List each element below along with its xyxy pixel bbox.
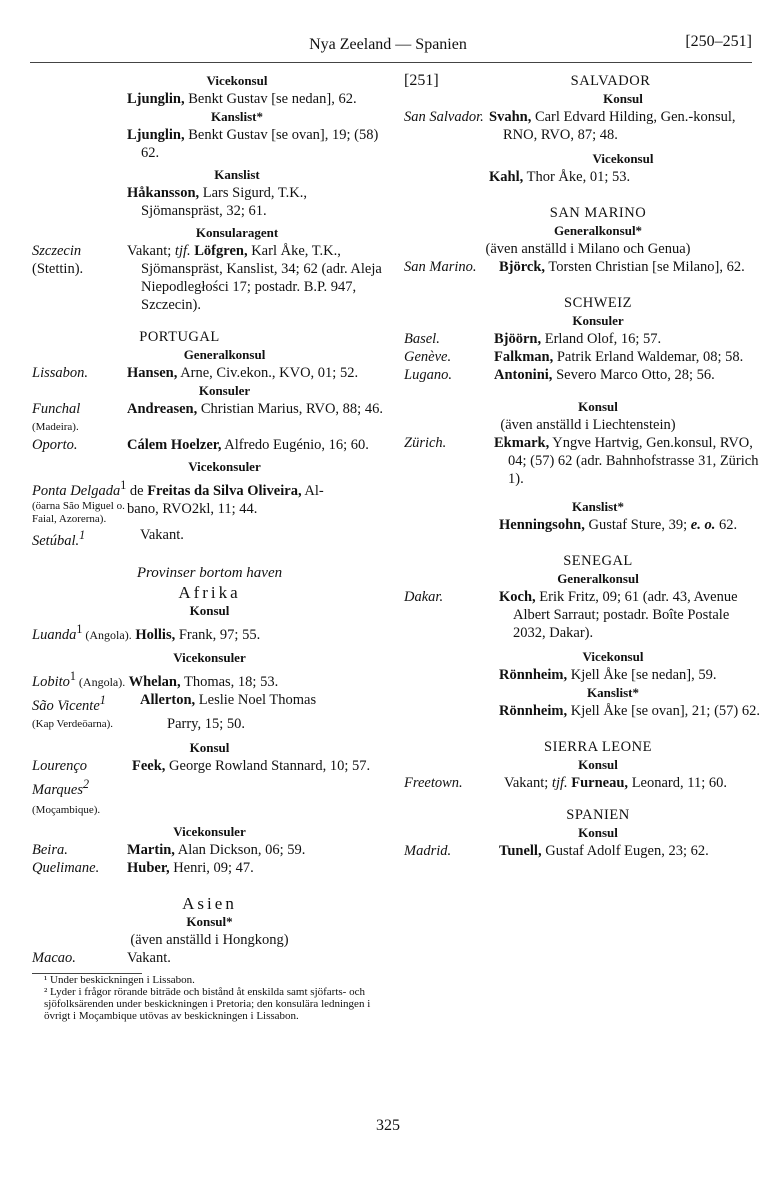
footnote-2: ² Lyder i frågor rörande biträde och bistånd åt enskilda samt sjöfarts- och sjöfolksärenden under beskickningen i Pretoria; den konsulära ledningen i övrigt i Moçambique utövas av beskickningen i Lissabon. [44,985,371,1022]
entry-sao-vicente: São Vicente$^1$ Allerton, Leslie Noel Thomas (Kap Verdeöarna). Parry, 15; 50. [32,692,317,733]
entry-madrid: Madrid. Tunell, Gustaf Adolf Eugen, 23; 62. [404,843,709,859]
entry-salvador-vicekonsul: Kahl, Thor Åke, 01; 53. [489,169,631,185]
title-generalkonsul-portugal: Generalkonsul [183,347,266,362]
entry-geneve: Genève. Falkman, Patrik Erland Waldemar, 08; 58. [404,349,744,365]
title-generalkonsul-senegal: Generalkonsul [557,571,639,586]
entry-ponta-delgada: Ponta Delgada$^1$ de Freitas da Silva Oliveira, Al- (öarna São Miguel o. Faial, Azorerna). bano, RVO2kl, 11; 44. [32,478,324,525]
title-vicekonsuler-afrika: Vicekonsuler [173,650,246,666]
entry-zurich: Zürich. Ekmark, Yngve Hartvig, Gen.konsul, RVO, 04; (57) 62 (adr. Bahnhofstrasse 31, Zürich 1). [404,435,759,487]
title-vicekonsul-salvador: Vicekonsul [592,151,654,166]
title-konsul-asien: Konsul* [186,913,233,929]
title-konsul-spanien: Konsul [578,825,618,840]
header-rule [30,62,752,63]
entry-oporto: Oporto. Cálem Hoelzer, Alfredo Eugénio, 16; 60. [32,437,369,453]
title-konsuler-portugal: Konsuler [198,383,251,398]
heading-provinser: Provinser bortom haven [136,564,283,581]
right-column [404,72,762,860]
heading-asien: Asien [182,893,237,913]
title-konsul-salvador: Konsul [603,91,643,106]
country-sierra-leone: SIERRA LEONE [544,739,652,755]
running-header-title: Nya Zeeland — Spanien [309,36,467,53]
entry-dakar: Dakar. Koch, Erik Fritz, 09; 61 (adr. 43, Avenue Albert Sarraut; postadr. Boîte Postale 2032, Dakar). [404,589,738,641]
entry-quelimane: Quelimane. Huber, Henri, 09; 47. [32,859,254,876]
title-konsul-mocambique: Konsul [189,740,230,756]
heading-afrika: Afrika [178,582,241,602]
entry-setubal: Setúbal.$^1$ Vakant. [32,526,184,549]
entry-lissabon: Lissabon. Hansen, Arne, Civ.ekon., KVO, 01; 52. [32,365,359,381]
entry-luanda: Luanda$^1$ (Angola). Hollis, Frank, 97; 55. [32,621,261,643]
title-vicekonsul-senegal: Vicekonsul [582,649,644,664]
entry-lourenco-marques: Lourenço Marques$^2$ (Moçambique). Feek, George Rowland Stannard, 10; 57. [32,758,371,816]
country-portugal: PORTUGAL [139,329,220,345]
entry-schweiz-kanslist: Henningsohn, Gustaf Sture, 39; e. o. 62. [499,517,738,533]
entry-senegal-vicekonsul: Rönnheim, Kjell Åke [se nedan], 59. [499,667,717,683]
entry-vicekonsul: Ljunglin, Benkt Gustav [se nedan], 62. [127,91,357,107]
entry-lugano: Lugano. Antonini, Severo Marco Otto, 28; 56. [404,367,715,383]
entry-senegal-kanslist: Rönnheim, Kjell Åke [se ovan], 21; (57) 62. [499,703,760,719]
entry-san-marino: San Marino. Björck, Torsten Christian [se Milano], 62. [404,259,745,275]
title-konsul-sierra-leone: Konsul [578,757,618,772]
continued-entries [32,72,387,242]
country-san-marino: SAN MARINO [549,205,647,221]
title-kanslist-schweiz: Kanslist* [571,499,624,514]
country-senegal: SENEGAL [563,553,633,569]
title-vicekonsuler-mocambique: Vicekonsuler [173,823,246,839]
note-liechtenstein: (även anställd i Liechtenstein) [500,417,676,433]
entry-san-salvador: San Salvador. Svahn, Carl Edvard Hilding, Gen.-konsul, RNO, RVO, 87; 48. [404,109,736,143]
entry-szczecin: Szczecin (Stettin). Vakant; tjf. Löfgren, Karl Åke, T.K., Sjömanspräst, Kanslist, 34; 62 (adr. Aleja Niepodległości 17; postadr. B.P. 947, Szczecin). [32,243,382,313]
title-konsularagent: Konsularagent [195,225,279,240]
title-vicekonsuler-portugal: Vicekonsuler [188,459,261,474]
running-header-page-range: [250–251] [685,33,752,50]
entry-lobito: Lobito$^1$ (Angola). Whelan, Thomas, 18; 53. [32,669,279,691]
country-salvador: SALVADOR [570,73,651,89]
page-number: 325 [376,1117,400,1134]
country-schweiz: SCHWEIZ [564,295,632,311]
page-ref-251: [251] [404,72,439,89]
entry-freetown: Freetown. Vakant; tjf. Furneau, Leonard, 11; 60. [404,775,727,791]
title-kanslist-star: Kanslist* [210,109,263,124]
left-column [32,72,387,1022]
title-vicekonsul: Vicekonsul [206,73,268,88]
entry-macao: Macao. Vakant. [32,949,171,966]
entry-funchal: Funchal (Madeira). Andreasen, Christian Marius, RVO, 88; 46. [32,401,383,433]
entry-basel: Basel. Bjöörn, Erland Olof, 16; 57. [404,331,662,347]
title-konsul-afrika: Konsul [189,602,230,618]
country-spanien: SPANIEN [566,807,630,823]
entry-kanslist: Håkansson, Lars Sigurd, T.K., Sjömanspräst, 32; 61. [127,185,307,219]
note-milano-genua: (även anställd i Milano och Genua) [485,241,691,257]
title-kanslist: Kanslist [214,167,260,182]
note-hongkong: (även anställd i Hongkong) [130,931,289,948]
title-konsuler-schweiz: Konsuler [572,313,624,328]
title-generalkonsul-san-marino: Generalkonsul* [553,223,643,238]
title-konsul-schweiz: Konsul [578,399,618,414]
entry-beira: Beira. Martin, Alan Dickson, 06; 59. [32,841,306,858]
footnote-1: ¹ Under beskickningen i Lissabon. [44,973,195,986]
entry-kanslist-star: Ljunglin, Benkt Gustav [se ovan], 19; (58) 62. [127,127,379,161]
title-kanslist-senegal: Kanslist* [586,685,639,700]
